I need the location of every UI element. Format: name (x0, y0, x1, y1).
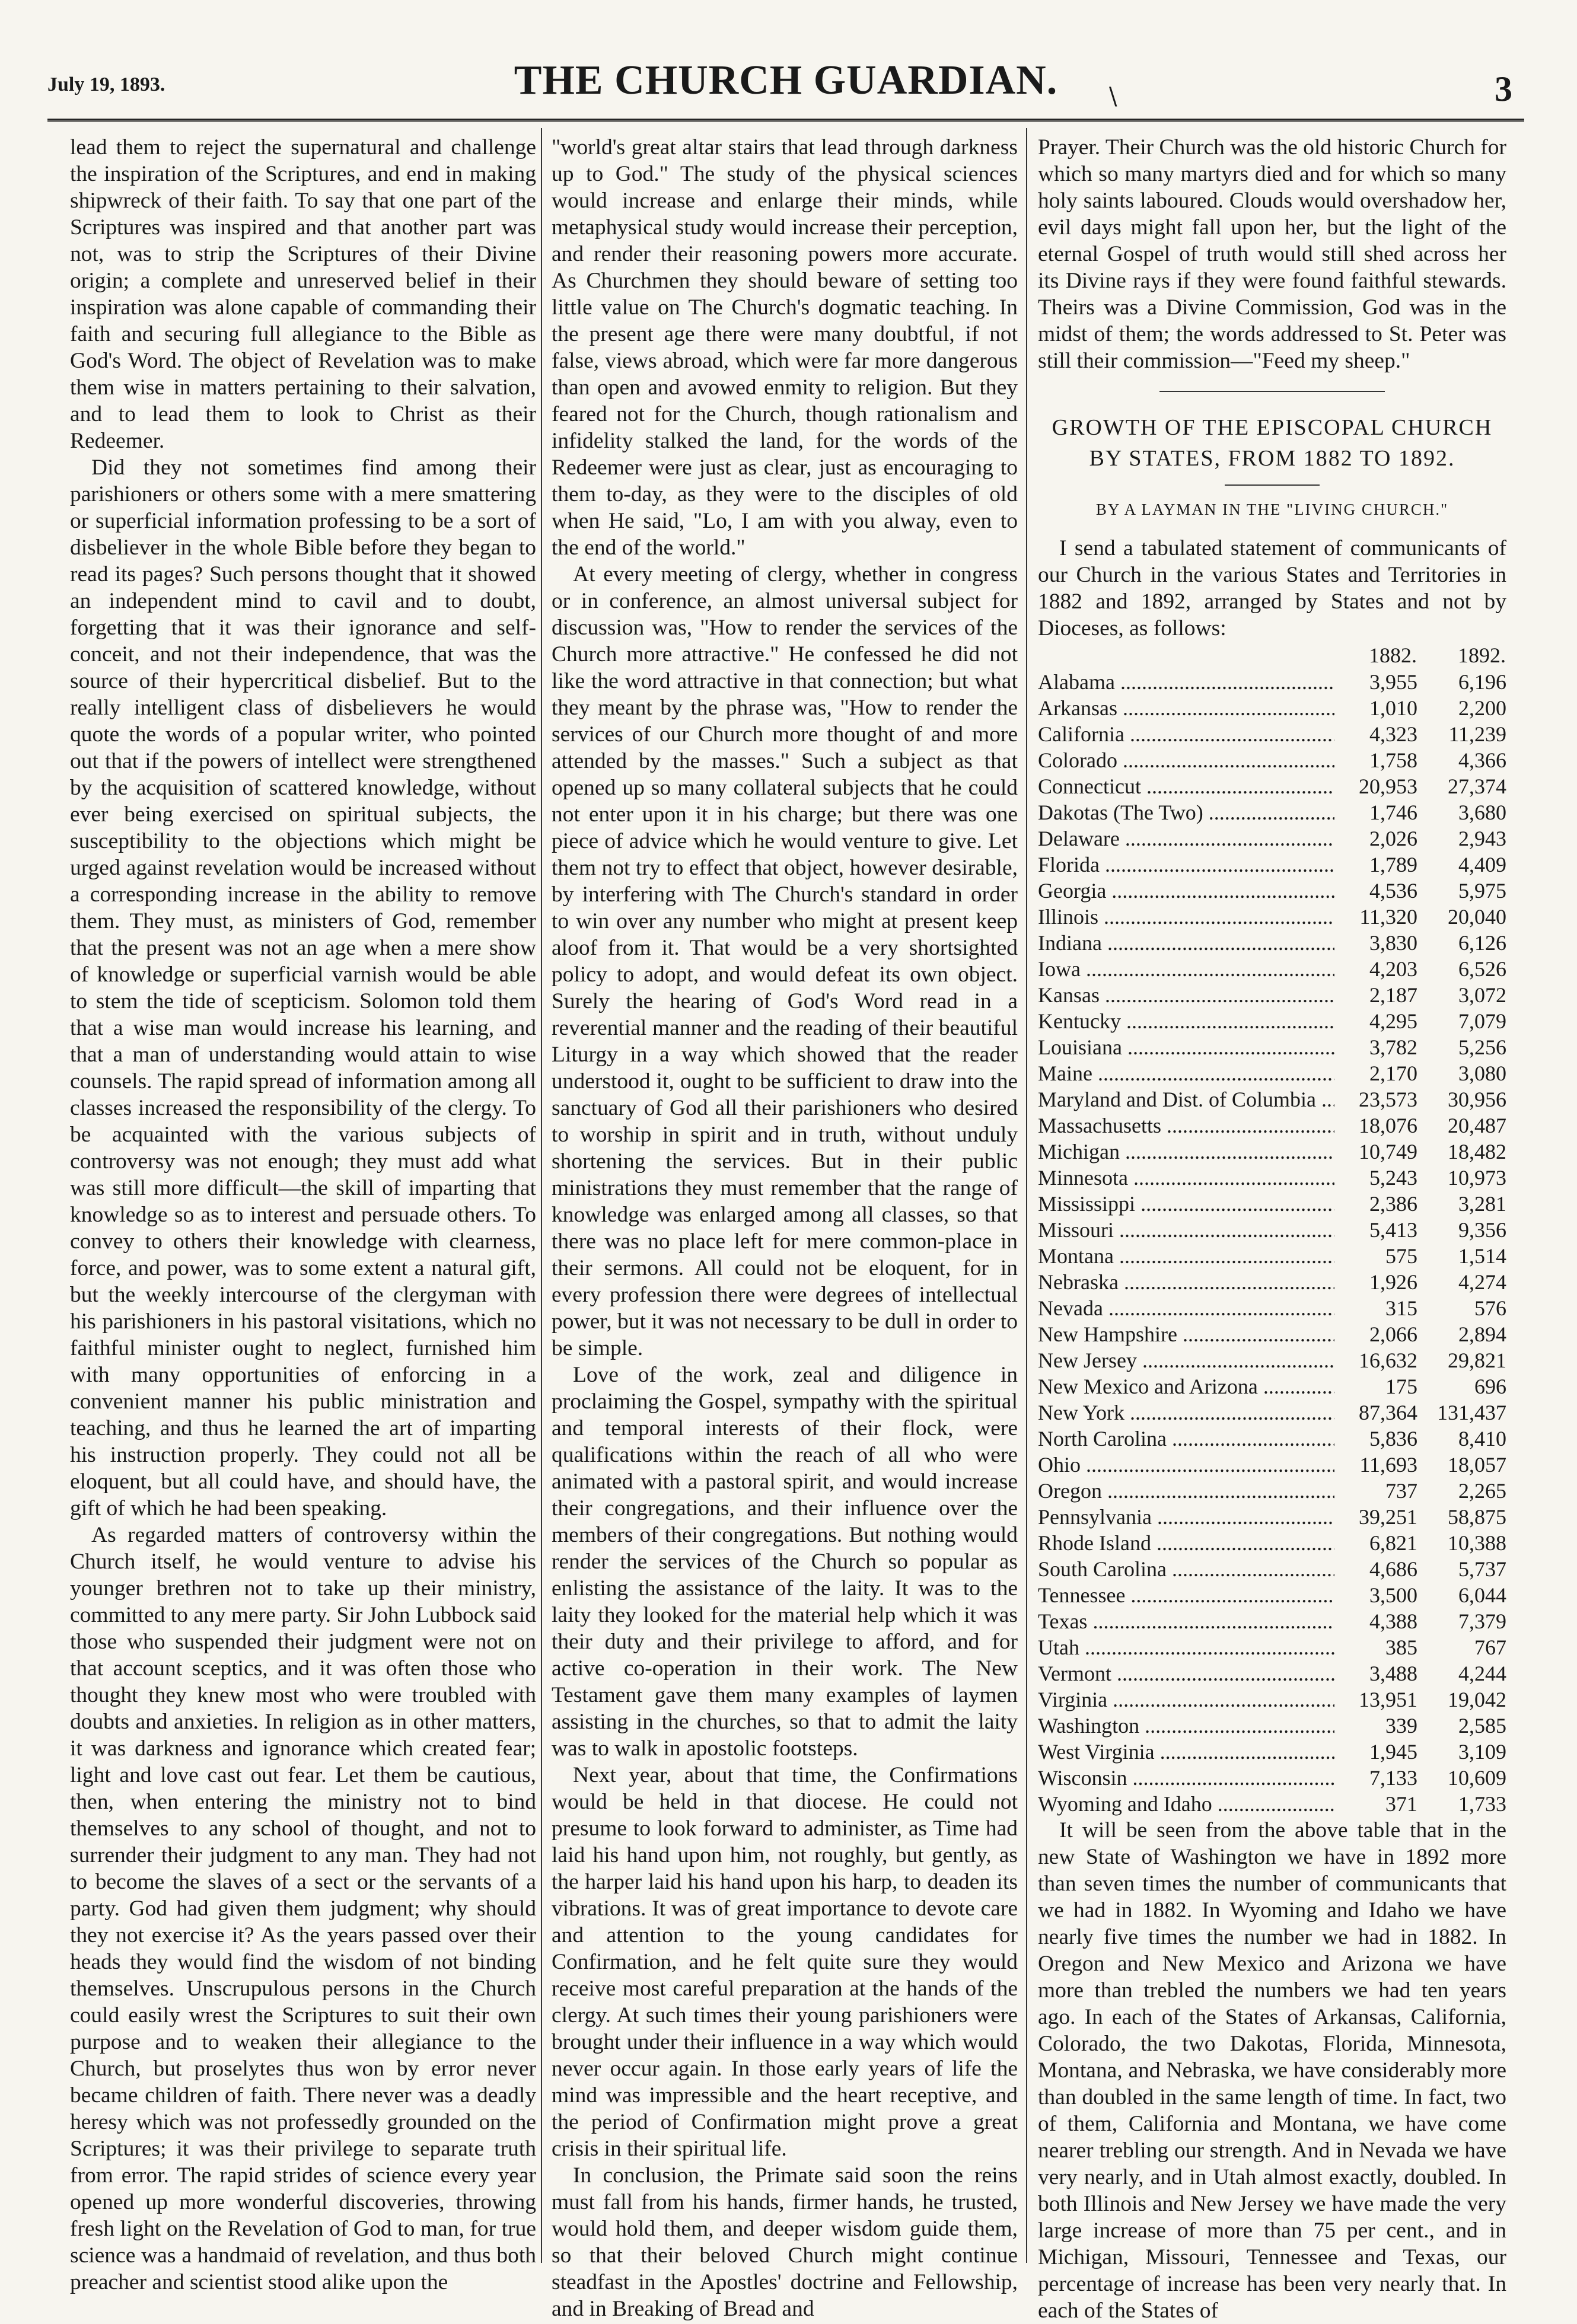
table-row (1038, 1582, 1506, 1608)
state-label: California ..... (1038, 721, 1334, 747)
state-label: Washington ..... (1038, 1713, 1334, 1739)
state-name (1038, 695, 1346, 721)
value-1882: 315 (1385, 1296, 1417, 1320)
state-label: Minnesota ..... (1038, 1165, 1334, 1191)
value-1882: 4,203 (1369, 957, 1417, 981)
value-1892: 2,265 (1458, 1479, 1506, 1503)
table-row (1038, 1399, 1506, 1426)
table-row (1038, 799, 1506, 825)
state-name (1038, 1713, 1346, 1739)
value-1892: 18,057 (1448, 1453, 1506, 1477)
state-label: Wisconsin ..... (1038, 1765, 1334, 1791)
paragraph: In conclusion, the Primate said soon the reins must fall from his hands, firmer hands, he trusted, would hold them, and deeper wisdom guide them, so that their beloved Church might continue steadfast in the Apostles' doctrine and Fellowship, and in Breaking of Bread and (552, 2163, 1018, 2321)
value-1892: 2,894 (1458, 1322, 1506, 1346)
page-number: 3 (1495, 69, 1512, 109)
table-row (1038, 773, 1506, 799)
state-name (1038, 1243, 1346, 1269)
value-1882: 4,295 (1369, 1009, 1417, 1033)
table-row (1038, 930, 1506, 956)
value-1882: 737 (1385, 1479, 1417, 1503)
table-row (1038, 1634, 1506, 1660)
paragraph: I send a tabulated statement of communicants of our Church in the various States and Territories in 1882 and 1892, arranged by States and not by Dioceses, as follows: (1038, 536, 1506, 640)
state-name (1038, 904, 1346, 930)
value-1892: 1,733 (1458, 1792, 1506, 1816)
value-1882: 6,821 (1369, 1531, 1417, 1555)
table-row (1038, 669, 1506, 695)
table-row (1038, 1008, 1506, 1034)
state-label: Michigan ..... (1038, 1139, 1334, 1165)
state-name (1038, 1034, 1346, 1060)
article-byline: BY A LAYMAN IN THE "LIVING CHURCH." (1095, 500, 1449, 518)
stray-mark: \ (1109, 83, 1117, 110)
table-row (1038, 1269, 1506, 1295)
value-1892: 3,072 (1458, 983, 1506, 1007)
table-row (1038, 1608, 1506, 1634)
value-1892: 27,374 (1448, 774, 1506, 798)
state-name (1038, 1608, 1346, 1634)
value-1882: 16,632 (1359, 1349, 1417, 1372)
state-name (1038, 1139, 1346, 1165)
newspaper-title: THE CHURCH GUARDIAN. (514, 58, 1058, 103)
value-1892: 20,040 (1448, 905, 1506, 929)
value-1882: 4,323 (1369, 722, 1417, 746)
value-1892: 4,274 (1458, 1270, 1506, 1294)
table-header-1882: 1882. (1369, 643, 1417, 667)
table-row (1038, 1765, 1506, 1791)
table-row (1038, 1321, 1506, 1347)
table-row (1038, 1452, 1506, 1478)
state-label: Pennsylvania ..... (1038, 1504, 1334, 1530)
value-1882: 5,243 (1369, 1166, 1417, 1190)
table-row (1038, 1530, 1506, 1556)
state-label: Connecticut ..... (1038, 773, 1334, 799)
value-1882: 87,364 (1359, 1401, 1417, 1424)
state-name (1038, 799, 1346, 825)
value-1892: 131,437 (1437, 1401, 1506, 1424)
table-body (1038, 669, 1506, 1817)
value-1892: 5,975 (1458, 879, 1506, 903)
state-label: Oregon ..... (1038, 1478, 1334, 1504)
state-name (1038, 1765, 1346, 1791)
state-label: Colorado ..... (1038, 747, 1334, 773)
masthead-rule (47, 119, 1524, 122)
value-1892: 6,196 (1458, 670, 1506, 694)
table-row (1038, 695, 1506, 721)
state-name (1038, 1791, 1346, 1817)
table-row (1038, 1713, 1506, 1739)
value-1892: 2,585 (1458, 1714, 1506, 1738)
state-name (1038, 1165, 1346, 1191)
table-row (1038, 878, 1506, 904)
table-row (1038, 1504, 1506, 1530)
table-row (1038, 982, 1506, 1008)
state-label: Delaware ..... (1038, 825, 1334, 852)
value-1892: 2,943 (1458, 827, 1506, 850)
table-row (1038, 1739, 1506, 1765)
state-name (1038, 747, 1346, 773)
state-label: Kentucky ..... (1038, 1008, 1334, 1034)
state-name (1038, 1269, 1346, 1295)
paragraph: It will be seen from the above table that in the new State of Washington we have in 1892 more than seven times the number of communicants that we had in 1882. In Wyoming and Idaho we have nearly five times the number we had in 1882. In Oregon and New Mexico and Arizona we have more than trebled the numbers we had ten years ago. In each of the States of Arkansas, California, Colorado, the two Dakotas, Florida, Minnesota, Montana, and Nebraska, we have considerably more than doubled in the same length of time. In fact, two of them, California and Montana, we have come nearer trebling our strength. And in Nevada we have very nearly, and in Utah almost exactly, doubled. In both Illinois and New Jersey we have made the very large increase of more than 75 per cent., and in Michigan, Missouri, Tennessee and Texas, our percentage of increase has been very nearly that. In each of the States of (1038, 1818, 1506, 2323)
value-1882: 339 (1385, 1714, 1417, 1738)
state-label: Dakotas (The Two) ..... (1038, 799, 1334, 825)
table-row (1038, 956, 1506, 982)
value-1892: 2,200 (1458, 696, 1506, 720)
table-row (1038, 1478, 1506, 1504)
value-1892: 3,109 (1458, 1740, 1506, 1764)
value-1882: 23,573 (1359, 1088, 1417, 1111)
state-name (1038, 852, 1346, 878)
state-label: Wyoming and Idaho ..... (1038, 1791, 1334, 1817)
value-1892: 5,256 (1458, 1035, 1506, 1059)
value-1892: 8,410 (1458, 1427, 1506, 1450)
value-1882: 4,686 (1369, 1557, 1417, 1581)
value-1882: 2,066 (1369, 1322, 1417, 1346)
value-1892: 10,388 (1448, 1531, 1506, 1555)
state-label: Montana ..... (1038, 1243, 1334, 1269)
state-name (1038, 956, 1346, 982)
value-1892: 29,821 (1448, 1349, 1506, 1372)
table-header-row (1038, 642, 1506, 669)
state-name (1038, 930, 1346, 956)
table-row (1038, 1660, 1506, 1687)
state-label: Rhode Island ..... (1038, 1530, 1334, 1556)
state-name (1038, 1086, 1346, 1112)
state-label: New York ..... (1038, 1399, 1334, 1426)
paragraph: Prayer. Their Church was the old historic Church for which so many martyrs died and for which so many holy saints laboured. Clouds would overshadow her, evil days might fall upon her, but the light of the eternal Gospel of truth would still shed across her its Divine rays if they were found faithful stewards. Theirs was a Divine Commission, God was in the midst of them; the words addressed to St. Peter was still their commission—"Feed my sheep." (1038, 135, 1506, 373)
value-1892: 6,044 (1458, 1583, 1506, 1607)
paragraph: "world's great altar stairs that lead through darkness up to God." The study of the physical sciences would increase and enlarge their minds, while metaphysical study would increase their perception, and render their reasoning powers more accurate. As Churchmen they should beware of setting too little value on The Church's dogmatic teaching. In the present age there were many doubtful, if not false, views abroad, which were far more dangerous than open and avowed enmity to religion. But they feared not for the Church, though rationalism and infidelity stalked the land, for the words of the Redeemer were just as clear, just as encouraging to them to-day, as they were to the disciples of old when He said, "Lo, I am with you alway, even to the end of the world." (552, 135, 1018, 560)
value-1892: 11,239 (1448, 722, 1506, 746)
state-label: Utah ..... (1038, 1634, 1334, 1660)
paragraph: Did they not sometimes find among their parishioners or others some with a mere smattering or superficial information professing to be a sort of disbeliever in the whole Bible before they began to read its pages? Such persons thought that it showed an independent mind to cavil and to doubt, forgetting that it was their ignorance and self-conceit, and not their independence, that was the source of their hypercritical disbelief. But to the really intelligent class of disbelievers he would quote the words of a popular writer, who pointed out that if the powers of intellect were strengthened by the acquisition of scattered knowledge, without ever being exercised on spiritual subjects, the susceptibility to the objections which might be urged against revelation would be increased without a corresponding increase in the ability to remove them. They must, as ministers of God, remember that the present was not an age when a mere show of knowledge or superficial varnish would be able to stem the tide of scepticism. Solomon told them that a wise man would increase his learning, and that a man of understanding would attain to wise counsels. The rapid spread of information among all classes increased the responsibility of the clergy. To be acquainted with the various subjects of controversy was not enough; they must add what was still more difficult—the skill of imparting that knowledge so as to interest and persuade others. To convey to others their knowledge with clearness, force, and power, was to some extent a natural gift, but the weekly intercourse of the clergyman with his parishioners in his pastoral visitations, which no faithful minister ought to neglect, furnished him with many opportunities of enforcing in a convenient manner his public ministration and teaching, and thus he learned the art of imparting his instruction properly. They could not all be eloquent, but all could have, and should have, the gift of which he had been speaking. (70, 455, 536, 1520)
value-1882: 18,076 (1359, 1114, 1417, 1137)
value-1892: 7,379 (1458, 1609, 1506, 1633)
column-divider (1026, 128, 1027, 2263)
state-label: Kansas ..... (1038, 982, 1334, 1008)
state-name (1038, 1217, 1346, 1243)
value-1882: 4,388 (1369, 1609, 1417, 1633)
value-1882: 3,500 (1369, 1583, 1417, 1607)
article-heading: GROWTH OF THE EPISCOPAL CHURCH BY STATES, FROM 1882 TO 1892. (1052, 415, 1493, 471)
value-1882: 1,746 (1369, 801, 1417, 824)
table-row (1038, 1112, 1506, 1139)
table-header-blank (1038, 642, 1346, 669)
value-1882: 7,133 (1369, 1766, 1417, 1790)
state-name (1038, 1373, 1346, 1399)
state-name (1038, 1399, 1346, 1426)
value-1882: 5,413 (1369, 1218, 1417, 1242)
masthead (47, 57, 1524, 111)
table-row (1038, 1243, 1506, 1269)
value-1892: 58,875 (1448, 1505, 1506, 1529)
state-label: South Carolina ..... (1038, 1556, 1334, 1582)
value-1882: 175 (1385, 1375, 1417, 1398)
value-1882: 575 (1385, 1244, 1417, 1268)
issue-date: July 19, 1893. (47, 74, 165, 95)
state-label: Tennessee ..... (1038, 1582, 1334, 1608)
state-name (1038, 1008, 1346, 1034)
table-row (1038, 1034, 1506, 1060)
table-row (1038, 1295, 1506, 1321)
table-row (1038, 1086, 1506, 1112)
value-1882: 371 (1385, 1792, 1417, 1816)
value-1892: 767 (1474, 1636, 1506, 1659)
state-label: Florida ..... (1038, 852, 1334, 878)
paragraph: Next year, about that time, the Confirmations would be held in that diocese. He could not presume to look forward to administer, as Time had laid his hand upon him, not roughly, but gently, as the harper laid his hand upon his harp, to deaden its vibrations. It was of great importance to devote care and attention to the young candidates for Confirmation, and he felt quite sure they would receive most careful preparation at the hands of the clergy. At such times their young parishioners were brought under their influence in a way which would never occur again. In those early years of life the mind was impressible and the heart receptive, and the period of Confirmation might prove a great crisis in their spiritual life. (552, 1763, 1018, 2161)
state-name (1038, 669, 1346, 695)
state-label: Texas ..... (1038, 1608, 1334, 1634)
state-name (1038, 1660, 1346, 1687)
paragraph: At every meeting of clergy, whether in congress or in conference, an almost universal subject for discussion was, "How to render the services of the Church more attractive." He confessed he did not like the word attractive in that connection; but what they meant by the phrase was, "How to render the services of our Church more thought of and more attended by the masses." Such a subject as that opened up so many collateral subjects that he could not enter upon it in his charge; but there was one piece of advice which he would venture to give. Let them not try to effect that object, however desirable, by interfering with The Church's standard in order to win over any number who might at present keep aloof from it. That would be a very shortsighted policy to adopt, and would defeat its own object. Surely the hearing of God's Word read in a reverential manner and the reading of their beautiful Liturgy in a way which showed that the reader understood it, ought to be sufficient to draw into the sanctuary of God all their parishioners who desired to worship in spirit and in truth, without unduly shortening the services. But in their public ministrations they must remember that the range of knowledge was enlarged among all classes, so that there was no place left for mere common-place in their sermons. All could not be eloquent, for in every profession there were degrees of intellectual power, but it was not necessary to be dull in order to be simple. (552, 562, 1018, 1360)
value-1892: 10,609 (1448, 1766, 1506, 1790)
state-name (1038, 721, 1346, 747)
state-label: New Jersey ..... (1038, 1347, 1334, 1373)
state-label: Indiana ..... (1038, 930, 1334, 956)
paragraph: lead them to reject the supernatural and challenge the inspiration of the Scriptures, and end in making shipwreck of their faith. To say that one part of the Scriptures was inspired and that another part was not, was to strip the Scriptures of their Divine origin; a complete and unreserved belief in their inspiration was alone capable of commanding their faith and securing full allegiance to the Bible as God's Word. The object of Revelation was to make them wise in matters pertaining to their salvation, and to lead them to look to Christ as their Redeemer. (70, 135, 536, 453)
article-rule (1159, 391, 1385, 392)
value-1892: 10,973 (1448, 1166, 1506, 1190)
value-1892: 4,409 (1458, 853, 1506, 876)
column-2 (552, 134, 1018, 2322)
value-1882: 3,955 (1369, 670, 1417, 694)
state-label: Ohio ..... (1038, 1452, 1334, 1478)
value-1882: 3,488 (1369, 1662, 1417, 1685)
value-1892: 30,956 (1448, 1088, 1506, 1111)
value-1882: 1,789 (1369, 853, 1417, 876)
state-name (1038, 1191, 1346, 1217)
state-name (1038, 825, 1346, 852)
state-label: Louisiana ..... (1038, 1034, 1334, 1060)
state-name (1038, 1687, 1346, 1713)
state-label: North Carolina ..... (1038, 1426, 1334, 1452)
value-1892: 4,366 (1458, 748, 1506, 772)
value-1882: 20,953 (1359, 774, 1417, 798)
value-1892: 6,526 (1458, 957, 1506, 981)
value-1882: 2,026 (1369, 827, 1417, 850)
state-name (1038, 1556, 1346, 1582)
state-name (1038, 1739, 1346, 1765)
value-1882: 10,749 (1359, 1140, 1417, 1163)
table-row (1038, 852, 1506, 878)
value-1882: 39,251 (1359, 1505, 1417, 1529)
state-name (1038, 878, 1346, 904)
state-name (1038, 1060, 1346, 1086)
table-row (1038, 1373, 1506, 1399)
state-label: Maryland and Dist. of Columbia ..... (1038, 1086, 1334, 1112)
value-1882: 11,320 (1359, 905, 1417, 929)
table-row (1038, 904, 1506, 930)
state-name (1038, 1347, 1346, 1373)
table-header-1892: 1892. (1458, 643, 1506, 667)
value-1892: 19,042 (1448, 1688, 1506, 1711)
table-row (1038, 1060, 1506, 1086)
value-1882: 1,010 (1369, 696, 1417, 720)
table-row (1038, 721, 1506, 747)
value-1882: 2,170 (1369, 1061, 1417, 1085)
value-1892: 9,356 (1458, 1218, 1506, 1242)
value-1882: 4,536 (1369, 879, 1417, 903)
state-name (1038, 1321, 1346, 1347)
value-1892: 5,737 (1458, 1557, 1506, 1581)
table-row (1038, 1347, 1506, 1373)
state-label: Alabama ..... (1038, 669, 1334, 695)
value-1882: 1,758 (1369, 748, 1417, 772)
state-name (1038, 982, 1346, 1008)
value-1892: 6,126 (1458, 931, 1506, 955)
state-label: Arkansas ..... (1038, 695, 1334, 721)
value-1892: 1,514 (1458, 1244, 1506, 1268)
state-label: Massachusetts ..... (1038, 1112, 1334, 1139)
table-row (1038, 1556, 1506, 1582)
value-1882: 13,951 (1359, 1688, 1417, 1711)
table-row (1038, 1191, 1506, 1217)
state-name (1038, 1478, 1346, 1504)
column-3 (1038, 134, 1506, 2324)
value-1882: 1,926 (1369, 1270, 1417, 1294)
table-row (1038, 747, 1506, 773)
state-label: New Hampshire ..... (1038, 1321, 1334, 1347)
table-row (1038, 1426, 1506, 1452)
state-label: West Virginia ..... (1038, 1739, 1334, 1765)
table-row (1038, 1165, 1506, 1191)
state-name (1038, 1426, 1346, 1452)
state-label: Nebraska ..... (1038, 1269, 1334, 1295)
column-1 (70, 134, 536, 2296)
value-1892: 576 (1474, 1296, 1506, 1320)
table-row (1038, 1217, 1506, 1243)
value-1882: 385 (1385, 1636, 1417, 1659)
value-1882: 2,187 (1369, 983, 1417, 1007)
paragraph: As regarded matters of controversy within the Church itself, he would venture to advise his younger brethren not to take up their ministry, committed to any mere party. Sir John Lubbock said those who suspended their judgment were not on that account sceptics, and it was often those who thought they knew most who were troubled with doubts and anxieties. In religion as in other matters, it was darkness and ignorance which created fear; light and love cast out fear. Let them be cautious, then, when entering the ministry not to bind themselves to any school of thought, and not to surrender their judgment to any man. They had not to become the slaves of a sect or the servants of a party. God had given them judgment; why should they not exercise it? As the years passed over their heads they would find the wisdom of not binding themselves. Unscrupulous persons in the Church could easily wrest the Scriptures to suit their own purpose and to weaken their allegiance to the Church, but proselytes thus won by error never became children of faith. There never was a deadly heresy which was not professedly grounded on the Scriptures; it was their privilege to separate truth from error. The rapid strides of science every year opened up more wonderful discoveries, throwing fresh light on the Revelation of God to man, for true science was a handmaid of revelation, and thus both preacher and scientist stood alike upon the (70, 1523, 536, 2294)
state-name (1038, 1452, 1346, 1478)
column-divider (541, 128, 542, 2263)
paragraph: Love of the work, zeal and diligence in proclaiming the Gospel, sympathy with the spiritual and temporal interests of their flock, were qualifications within the reach of all who were animated with a pastoral spirit, and would increase their congregations, and their influence over the members of their congregations. But nothing would render the services of the Church so popular as enlisting the assistance of the laity. It was to the laity they looked for the material help which it was their duty and their privilege to afford, and for active co-operation in their work. The New Testament gave them many examples of laymen assisting in the churches, so that to admit the laity was to walk in apostolic footsteps. (552, 1363, 1018, 1761)
state-label: Iowa ..... (1038, 956, 1334, 982)
value-1892: 3,080 (1458, 1061, 1506, 1085)
state-label: Missouri ..... (1038, 1217, 1334, 1243)
state-name (1038, 1530, 1346, 1556)
value-1882: 2,386 (1369, 1192, 1417, 1216)
table-row (1038, 1687, 1506, 1713)
state-label: Illinois ..... (1038, 904, 1334, 930)
state-name (1038, 1582, 1346, 1608)
value-1892: 4,244 (1458, 1662, 1506, 1685)
value-1892: 3,281 (1458, 1192, 1506, 1216)
value-1892: 3,680 (1458, 801, 1506, 824)
value-1882: 3,782 (1369, 1035, 1417, 1059)
table-row (1038, 1139, 1506, 1165)
state-label: New Mexico and Arizona ..... (1038, 1373, 1334, 1399)
communicants-table (1038, 642, 1506, 1817)
state-label: Maine ..... (1038, 1060, 1334, 1086)
state-name (1038, 773, 1346, 799)
table-row (1038, 1791, 1506, 1817)
state-name (1038, 1295, 1346, 1321)
state-label: Georgia ..... (1038, 878, 1334, 904)
state-label: Mississippi ..... (1038, 1191, 1334, 1217)
value-1892: 696 (1474, 1375, 1506, 1398)
table-row (1038, 825, 1506, 852)
value-1892: 20,487 (1448, 1114, 1506, 1137)
state-name (1038, 1112, 1346, 1139)
value-1882: 5,836 (1369, 1427, 1417, 1450)
value-1882: 1,945 (1369, 1740, 1417, 1764)
state-label: Virginia ..... (1038, 1687, 1334, 1713)
state-name (1038, 1504, 1346, 1530)
state-label: Vermont ..... (1038, 1660, 1334, 1687)
value-1882: 11,693 (1359, 1453, 1417, 1477)
heading-rule (1225, 484, 1320, 486)
state-name (1038, 1634, 1346, 1660)
state-label: Nevada ..... (1038, 1295, 1334, 1321)
value-1892: 7,079 (1458, 1009, 1506, 1033)
value-1892: 18,482 (1448, 1140, 1506, 1163)
value-1882: 3,830 (1369, 931, 1417, 955)
